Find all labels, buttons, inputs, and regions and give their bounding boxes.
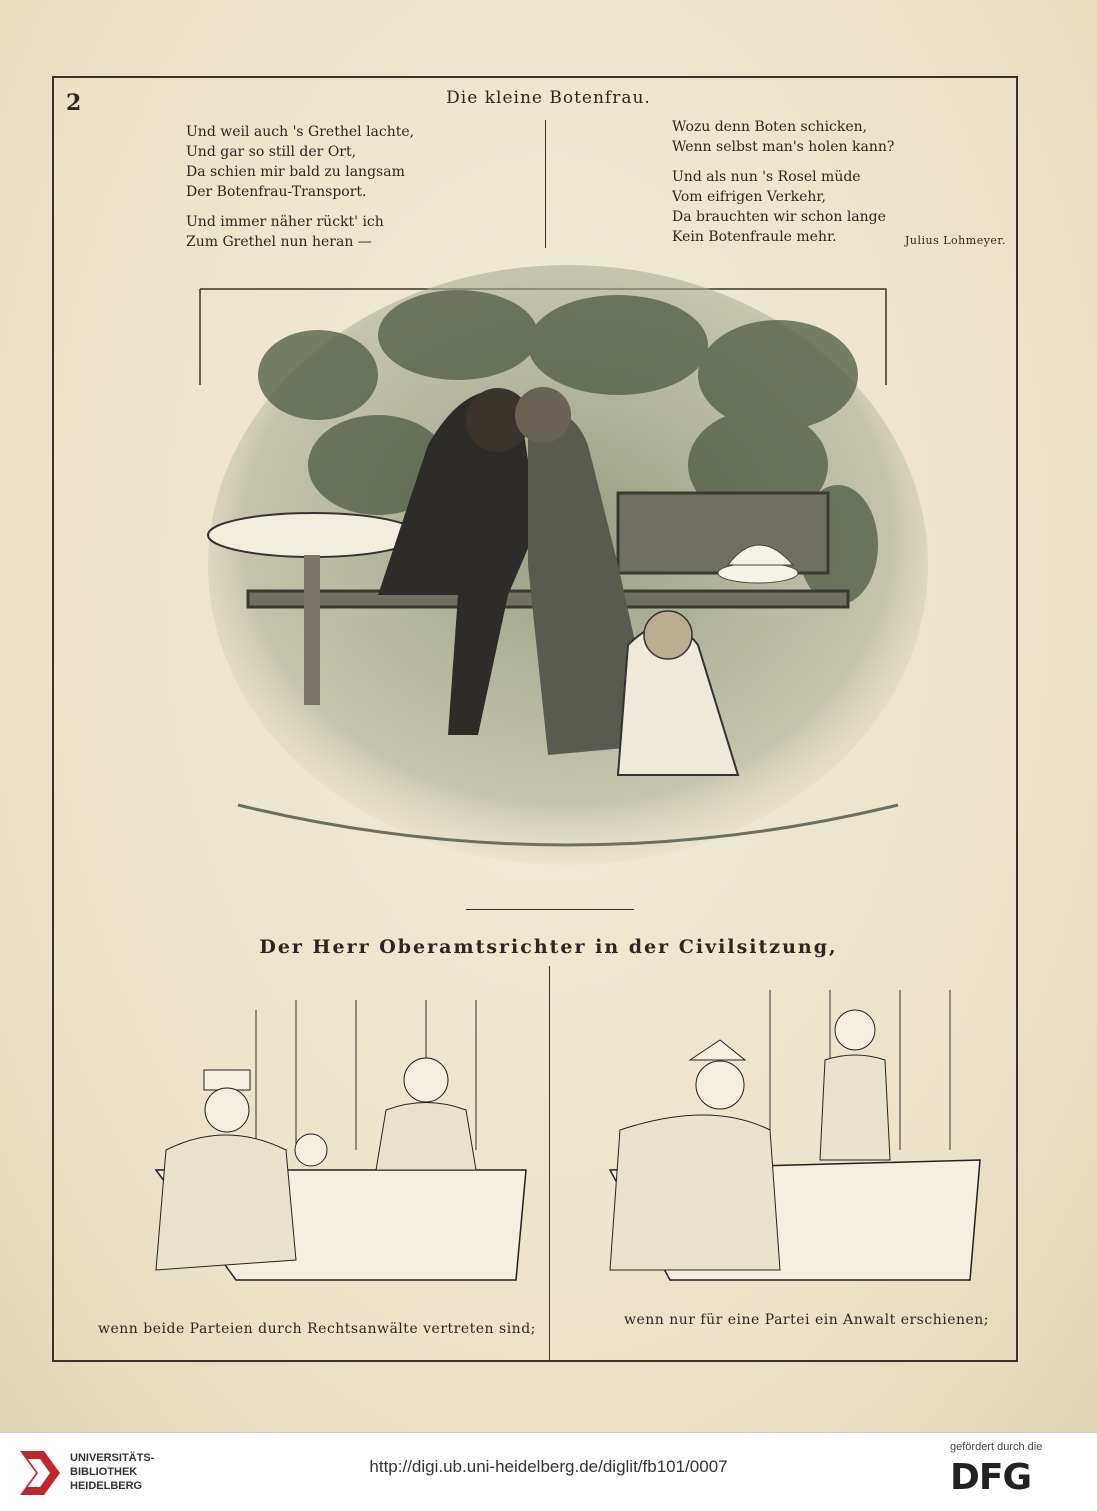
poem-line: Zum Grethel nun heran — [186, 234, 372, 250]
poem-line: Vom eifrigen Verkehr, [672, 189, 826, 205]
section-title: Der Herr Oberamtsrichter in der Civilsitzung, [259, 936, 838, 958]
poem-line: Da schien mir bald zu langsam [186, 164, 405, 180]
dfg-funding-note: gefördert durch die [950, 1441, 1043, 1453]
courtroom-panel-both-parties [96, 970, 536, 1310]
poem-line: Wozu denn Boten schicken, [672, 119, 868, 135]
poem-line: Der Botenfrau-Transport. [186, 184, 367, 200]
clerk-figure [295, 1134, 327, 1166]
permalink-url[interactable]: http://digi.ub.uni-heidelberg.de/diglit/fb101/0007 [369, 1457, 728, 1476]
poem-line: Und gar so still der Ort, [186, 144, 357, 160]
poem-line: Wenn selbst man's holen kann? [672, 139, 895, 155]
poem-right-column [672, 117, 894, 257]
viewer-footer [0, 1432, 1097, 1511]
poem-stanza [186, 212, 414, 252]
poem-line: Kein Botenfraule mehr. [672, 229, 837, 245]
courtroom-panel-one-party [570, 970, 990, 1310]
page-header-title: Die kleine Botenfrau. [446, 88, 651, 108]
poem-stanza [672, 167, 894, 247]
poem-stanza [186, 122, 414, 202]
university-library-name: UNIVERSITÄTS- BIBLIOTHEK HEIDELBERG [70, 1452, 155, 1492]
poem-left-column [186, 122, 414, 262]
caption-left: wenn beide Parteien durch Rechtsanwälte vertreten sind; [98, 1321, 536, 1337]
poem-line: Und immer näher rückt' ich [186, 214, 384, 230]
page-number: 2 [66, 90, 82, 116]
panel-divider [549, 966, 550, 1360]
lawyer-figure [376, 1058, 476, 1170]
poem-stanza [672, 117, 894, 157]
garden-kiss-illustration [198, 265, 938, 885]
poem-line: Und als nun 's Rosel müde [672, 169, 861, 185]
poem-line: Und weil auch 's Grethel lachte, [186, 124, 415, 140]
column-divider [545, 120, 546, 248]
section-rule [466, 909, 634, 910]
poem-author: Julius Lohmeyer. [905, 234, 1006, 247]
judge-figure [156, 1070, 296, 1270]
poem-line: Da brauchten wir schon lange [672, 209, 886, 225]
dfg-logo[interactable]: DFG [950, 1457, 1032, 1498]
judge-figure [610, 1040, 780, 1270]
caption-right: wenn nur für eine Partei ein Anwalt erschienen; [624, 1312, 990, 1328]
